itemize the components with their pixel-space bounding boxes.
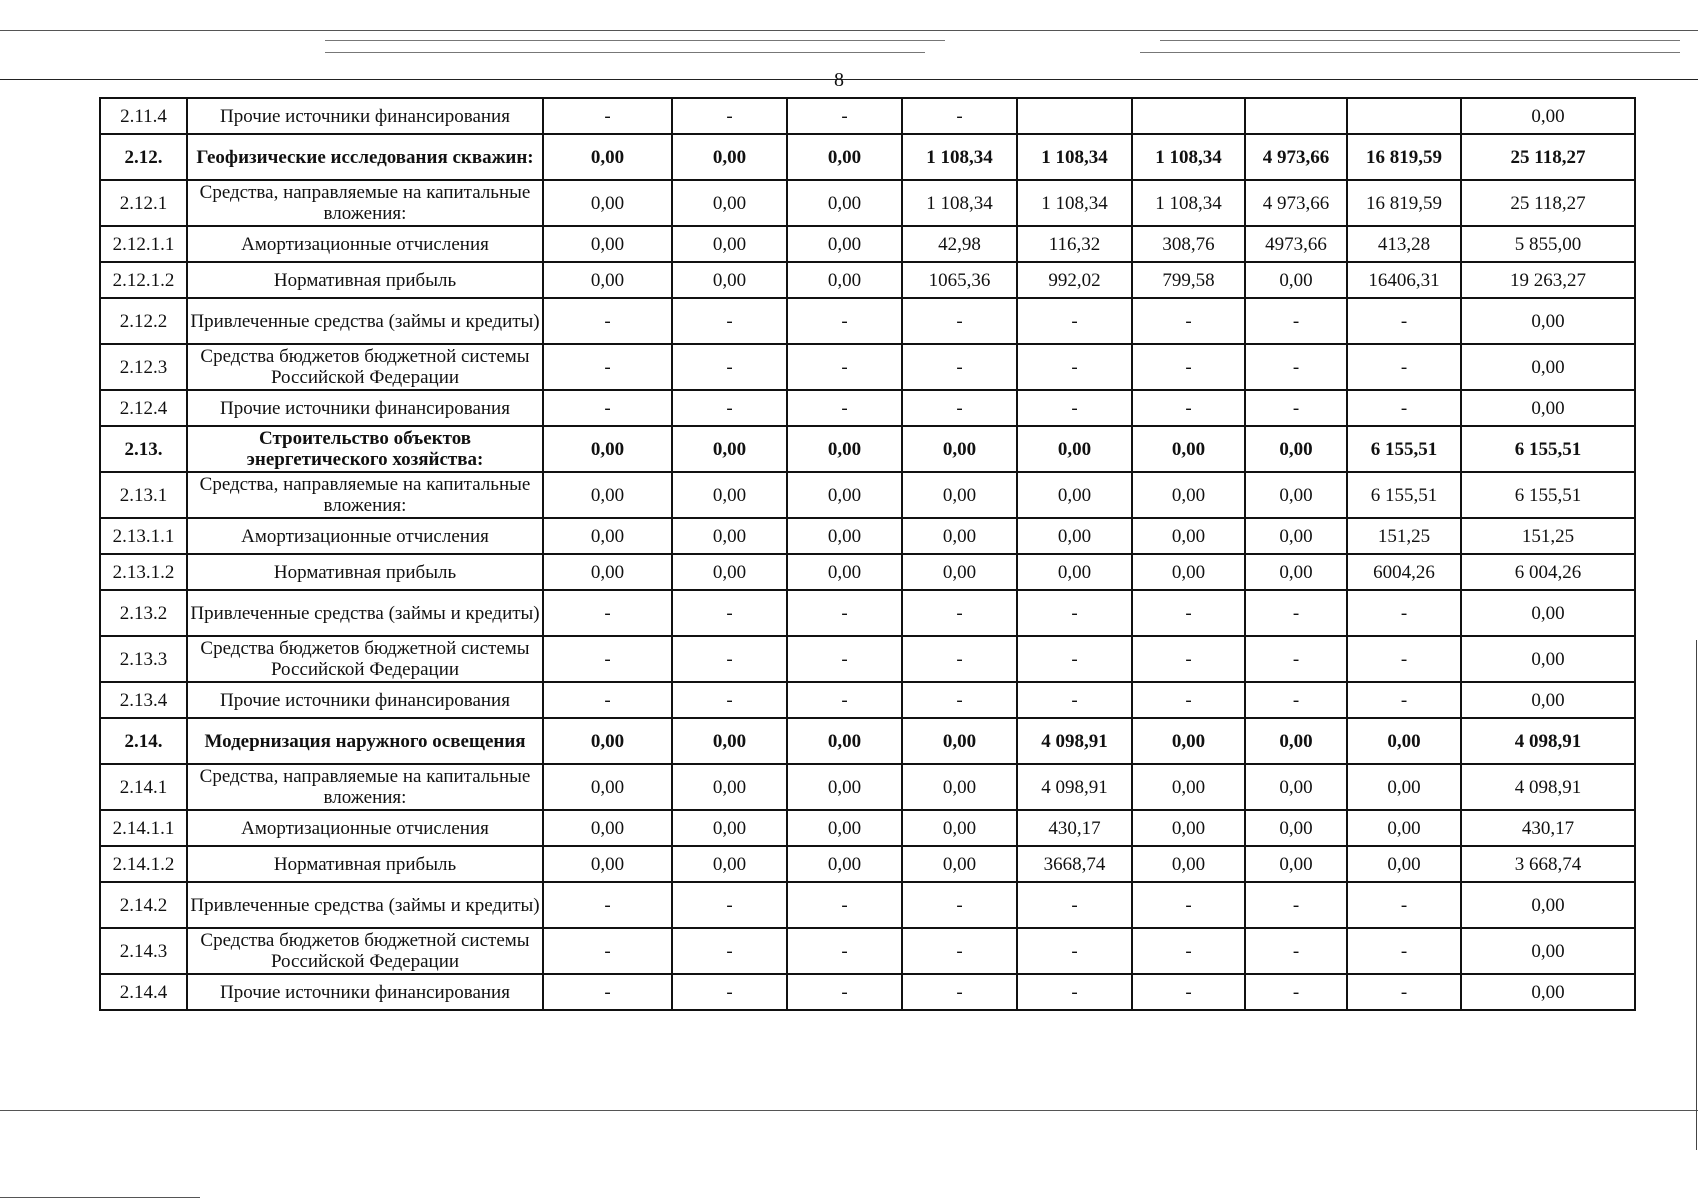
row-code: 2.14.3 (100, 928, 187, 974)
row-name: Привлеченные средства (займы и кредиты) (187, 882, 543, 928)
value-cell: - (1017, 298, 1132, 344)
value-cell: 0,00 (1461, 298, 1635, 344)
value-cell: - (1245, 682, 1347, 718)
value-cell: 0,00 (1245, 518, 1347, 554)
row-code: 2.13.1.2 (100, 554, 187, 590)
value-cell: 1 108,34 (1017, 134, 1132, 180)
value-cell: - (902, 882, 1017, 928)
value-cell: - (1132, 636, 1245, 682)
value-cell: 0,00 (1132, 426, 1245, 472)
value-cell: - (1017, 390, 1132, 426)
value-cell: 151,25 (1461, 518, 1635, 554)
value-cell: 1 108,34 (902, 134, 1017, 180)
row-name: Строительство объектов энергетического хозяйства: (187, 426, 543, 472)
row-code: 2.13.1.1 (100, 518, 187, 554)
table-row (100, 718, 1635, 764)
value-cell: 0,00 (1017, 554, 1132, 590)
value-cell: - (543, 974, 672, 1010)
value-cell: 0,00 (543, 180, 672, 226)
value-cell: 0,00 (902, 518, 1017, 554)
value-cell: 0,00 (902, 764, 1017, 810)
value-cell: 6 155,51 (1347, 426, 1461, 472)
value-cell: 19 263,27 (1461, 262, 1635, 298)
row-name: Прочие источники финансирования (187, 98, 543, 134)
value-cell: - (543, 390, 672, 426)
value-cell: 0,00 (1132, 554, 1245, 590)
row-name: Геофизические исследования скважин: (187, 134, 543, 180)
value-cell: - (787, 390, 902, 426)
row-name: Средства бюджетов бюджетной системы Российской Федерации (187, 928, 543, 974)
value-cell: - (1245, 636, 1347, 682)
value-cell: 0,00 (543, 472, 672, 518)
value-cell: - (1347, 682, 1461, 718)
row-code: 2.14.4 (100, 974, 187, 1010)
value-cell: - (672, 390, 787, 426)
value-cell: 0,00 (1245, 426, 1347, 472)
value-cell: 3668,74 (1017, 846, 1132, 882)
value-cell: 5 855,00 (1461, 226, 1635, 262)
value-cell: 0,00 (1461, 390, 1635, 426)
value-cell: - (1347, 390, 1461, 426)
row-name: Нормативная прибыль (187, 262, 543, 298)
scan-line-artifact (325, 52, 925, 53)
value-cell: - (1017, 590, 1132, 636)
row-code: 2.12.2 (100, 298, 187, 344)
row-code: 2.13.2 (100, 590, 187, 636)
row-name: Амортизационные отчисления (187, 810, 543, 846)
value-cell: 0,00 (543, 426, 672, 472)
value-cell: 0,00 (672, 554, 787, 590)
table-row (100, 226, 1635, 262)
table-row (100, 554, 1635, 590)
value-cell: 25 118,27 (1461, 180, 1635, 226)
table-row (100, 764, 1635, 810)
value-cell: - (1132, 928, 1245, 974)
value-cell: 0,00 (672, 180, 787, 226)
table-body (100, 98, 1635, 1010)
value-cell: 0,00 (672, 262, 787, 298)
row-code: 2.14. (100, 718, 187, 764)
financing-table (99, 97, 1636, 1011)
value-cell: 0,00 (787, 764, 902, 810)
value-cell: 0,00 (1017, 472, 1132, 518)
value-cell: 0,00 (1461, 928, 1635, 974)
right-edge-line (1696, 640, 1697, 1150)
value-cell: 4 973,66 (1245, 180, 1347, 226)
value-cell: - (543, 882, 672, 928)
value-cell: 0,00 (543, 518, 672, 554)
value-cell: 0,00 (787, 718, 902, 764)
value-cell: 25 118,27 (1461, 134, 1635, 180)
value-cell: - (1245, 590, 1347, 636)
scan-line-artifact (1140, 52, 1680, 53)
value-cell: - (672, 590, 787, 636)
table-row (100, 180, 1635, 226)
value-cell: - (902, 636, 1017, 682)
table-row (100, 590, 1635, 636)
value-cell: - (787, 344, 902, 390)
value-cell: - (902, 298, 1017, 344)
value-cell: 0,00 (1347, 846, 1461, 882)
value-cell: 0,00 (1017, 518, 1132, 554)
value-cell: 0,00 (1461, 974, 1635, 1010)
value-cell: - (672, 928, 787, 974)
row-name: Амортизационные отчисления (187, 226, 543, 262)
value-cell: - (902, 682, 1017, 718)
row-code: 2.13.4 (100, 682, 187, 718)
value-cell: - (1132, 974, 1245, 1010)
value-cell: 0,00 (787, 426, 902, 472)
value-cell: - (543, 98, 672, 134)
table-row (100, 882, 1635, 928)
value-cell: 0,00 (672, 718, 787, 764)
value-cell: - (902, 344, 1017, 390)
row-code: 2.13.1 (100, 472, 187, 518)
page-number: 8 (834, 69, 844, 91)
value-cell: 0,00 (1461, 682, 1635, 718)
value-cell: - (543, 298, 672, 344)
value-cell: 0,00 (672, 472, 787, 518)
value-cell (1347, 98, 1461, 134)
table-row (100, 390, 1635, 426)
row-name: Средства, направляемые на капитальные вложения: (187, 472, 543, 518)
row-code: 2.14.1 (100, 764, 187, 810)
value-cell: 0,00 (672, 764, 787, 810)
value-cell: 992,02 (1017, 262, 1132, 298)
value-cell: 799,58 (1132, 262, 1245, 298)
value-cell: - (902, 590, 1017, 636)
value-cell: - (787, 682, 902, 718)
value-cell: 0,00 (1245, 810, 1347, 846)
table-row (100, 682, 1635, 718)
value-cell: 6 155,51 (1461, 426, 1635, 472)
value-cell: - (787, 636, 902, 682)
value-cell: - (672, 974, 787, 1010)
table-row (100, 472, 1635, 518)
value-cell: 0,00 (1132, 846, 1245, 882)
table-row (100, 344, 1635, 390)
row-code: 2.12.1.2 (100, 262, 187, 298)
value-cell: 1065,36 (902, 262, 1017, 298)
row-name: Средства бюджетов бюджетной системы Российской Федерации (187, 636, 543, 682)
value-cell: - (1347, 974, 1461, 1010)
value-cell: 413,28 (1347, 226, 1461, 262)
value-cell: 0,00 (1245, 846, 1347, 882)
row-code: 2.12.3 (100, 344, 187, 390)
value-cell: 42,98 (902, 226, 1017, 262)
value-cell: - (543, 590, 672, 636)
value-cell: 1 108,34 (1132, 134, 1245, 180)
value-cell: 430,17 (1461, 810, 1635, 846)
table-row (100, 974, 1635, 1010)
value-cell: 0,00 (543, 718, 672, 764)
value-cell: - (1017, 344, 1132, 390)
row-code: 2.12.4 (100, 390, 187, 426)
value-cell: 3 668,74 (1461, 846, 1635, 882)
value-cell: - (1017, 636, 1132, 682)
value-cell: - (1347, 928, 1461, 974)
value-cell: - (787, 298, 902, 344)
value-cell: - (902, 928, 1017, 974)
row-name: Привлеченные средства (займы и кредиты) (187, 590, 543, 636)
value-cell: - (543, 928, 672, 974)
row-name: Амортизационные отчисления (187, 518, 543, 554)
row-code: 2.12.1.1 (100, 226, 187, 262)
value-cell: - (1132, 590, 1245, 636)
row-code: 2.14.2 (100, 882, 187, 928)
value-cell: 16406,31 (1347, 262, 1461, 298)
value-cell: 4 098,91 (1017, 718, 1132, 764)
value-cell: 0,00 (1245, 554, 1347, 590)
value-cell: 0,00 (1132, 810, 1245, 846)
value-cell: 1 108,34 (1132, 180, 1245, 226)
value-cell (1132, 98, 1245, 134)
row-name: Прочие источники финансирования (187, 682, 543, 718)
row-name: Модернизация наружного освещения (187, 718, 543, 764)
value-cell: 16 819,59 (1347, 134, 1461, 180)
value-cell: 16 819,59 (1347, 180, 1461, 226)
value-cell: - (787, 590, 902, 636)
value-cell: 0,00 (672, 810, 787, 846)
value-cell: - (787, 98, 902, 134)
value-cell: 0,00 (543, 764, 672, 810)
value-cell: 0,00 (543, 810, 672, 846)
value-cell: - (787, 882, 902, 928)
value-cell: 0,00 (787, 472, 902, 518)
value-cell: 0,00 (787, 134, 902, 180)
value-cell: 1 108,34 (902, 180, 1017, 226)
row-name: Средства, направляемые на капитальные вложения: (187, 764, 543, 810)
scan-line-artifact (1160, 40, 1680, 41)
value-cell: - (787, 928, 902, 974)
value-cell: 0,00 (1132, 472, 1245, 518)
value-cell: - (1132, 298, 1245, 344)
value-cell: 0,00 (902, 846, 1017, 882)
value-cell: - (672, 298, 787, 344)
value-cell: - (1017, 974, 1132, 1010)
value-cell: - (543, 682, 672, 718)
value-cell: 0,00 (1461, 590, 1635, 636)
value-cell: 6 155,51 (1461, 472, 1635, 518)
row-code: 2.14.1.1 (100, 810, 187, 846)
value-cell: 430,17 (1017, 810, 1132, 846)
value-cell: - (1347, 298, 1461, 344)
value-cell: 151,25 (1347, 518, 1461, 554)
value-cell: 0,00 (1245, 472, 1347, 518)
value-cell: - (1245, 390, 1347, 426)
value-cell: - (672, 98, 787, 134)
value-cell: 0,00 (1245, 262, 1347, 298)
value-cell: 0,00 (902, 426, 1017, 472)
value-cell: 0,00 (672, 846, 787, 882)
value-cell: - (1347, 882, 1461, 928)
value-cell: 1 108,34 (1017, 180, 1132, 226)
value-cell: 0,00 (543, 554, 672, 590)
value-cell: - (672, 682, 787, 718)
value-cell: 0,00 (1132, 518, 1245, 554)
footer-rule (0, 1110, 1698, 1111)
value-cell: - (1347, 636, 1461, 682)
row-code: 2.13. (100, 426, 187, 472)
value-cell: 0,00 (1017, 426, 1132, 472)
table-row (100, 518, 1635, 554)
value-cell: - (1132, 882, 1245, 928)
row-code: 2.13.3 (100, 636, 187, 682)
value-cell: - (902, 390, 1017, 426)
value-cell: - (1245, 882, 1347, 928)
value-cell: 116,32 (1017, 226, 1132, 262)
value-cell: - (902, 974, 1017, 1010)
value-cell: 0,00 (1461, 344, 1635, 390)
table-row (100, 636, 1635, 682)
value-cell: 0,00 (787, 554, 902, 590)
row-name: Средства, направляемые на капитальные вложения: (187, 180, 543, 226)
header-rule (0, 79, 1698, 80)
row-name: Прочие источники финансирования (187, 974, 543, 1010)
value-cell: 308,76 (1132, 226, 1245, 262)
value-cell: 0,00 (902, 554, 1017, 590)
row-code: 2.14.1.2 (100, 846, 187, 882)
value-cell: 0,00 (543, 262, 672, 298)
value-cell: - (1017, 682, 1132, 718)
value-cell: - (1245, 344, 1347, 390)
value-cell: 0,00 (672, 226, 787, 262)
value-cell: 0,00 (787, 846, 902, 882)
value-cell: 0,00 (1461, 636, 1635, 682)
row-code: 2.12.1 (100, 180, 187, 226)
value-cell: 4973,66 (1245, 226, 1347, 262)
row-name: Привлеченные средства (займы и кредиты) (187, 298, 543, 344)
table-row (100, 426, 1635, 472)
row-name: Нормативная прибыль (187, 554, 543, 590)
value-cell: 0,00 (902, 718, 1017, 764)
value-cell: 4 973,66 (1245, 134, 1347, 180)
value-cell: 0,00 (543, 226, 672, 262)
row-code: 2.12. (100, 134, 187, 180)
value-cell: - (787, 974, 902, 1010)
value-cell: 0,00 (787, 180, 902, 226)
value-cell: - (1017, 882, 1132, 928)
value-cell: - (1245, 974, 1347, 1010)
value-cell: 0,00 (1347, 718, 1461, 764)
value-cell: - (1245, 928, 1347, 974)
row-code: 2.11.4 (100, 98, 187, 134)
value-cell (1245, 98, 1347, 134)
value-cell: 4 098,91 (1461, 718, 1635, 764)
value-cell: 0,00 (672, 518, 787, 554)
value-cell: 0,00 (1461, 882, 1635, 928)
scan-line-artifact (325, 40, 945, 41)
value-cell: 0,00 (1132, 718, 1245, 764)
value-cell: - (672, 344, 787, 390)
table-row (100, 298, 1635, 344)
value-cell: 0,00 (1245, 718, 1347, 764)
value-cell: 0,00 (1461, 98, 1635, 134)
value-cell: 0,00 (1347, 810, 1461, 846)
value-cell: 0,00 (672, 134, 787, 180)
value-cell: 0,00 (1132, 764, 1245, 810)
value-cell: 0,00 (787, 262, 902, 298)
value-cell: 0,00 (543, 134, 672, 180)
value-cell: 0,00 (902, 810, 1017, 846)
value-cell: 0,00 (1347, 764, 1461, 810)
table-row (100, 262, 1635, 298)
value-cell: 0,00 (787, 226, 902, 262)
value-cell: 4 098,91 (1461, 764, 1635, 810)
value-cell: - (543, 636, 672, 682)
bottom-scan-line (0, 1197, 200, 1198)
value-cell: 4 098,91 (1017, 764, 1132, 810)
value-cell: - (1017, 928, 1132, 974)
value-cell: - (1347, 590, 1461, 636)
value-cell: - (543, 344, 672, 390)
value-cell: 6 155,51 (1347, 472, 1461, 518)
value-cell: - (1245, 298, 1347, 344)
value-cell: 0,00 (543, 846, 672, 882)
value-cell: - (672, 882, 787, 928)
value-cell: - (902, 98, 1017, 134)
row-name: Средства бюджетов бюджетной системы Российской Федерации (187, 344, 543, 390)
row-name: Нормативная прибыль (187, 846, 543, 882)
value-cell: - (1132, 390, 1245, 426)
value-cell: - (1132, 344, 1245, 390)
table-row (100, 810, 1635, 846)
value-cell: 0,00 (787, 518, 902, 554)
row-name: Прочие источники финансирования (187, 390, 543, 426)
value-cell (1017, 98, 1132, 134)
table-row (100, 134, 1635, 180)
value-cell: 6004,26 (1347, 554, 1461, 590)
table-row (100, 928, 1635, 974)
value-cell: 0,00 (672, 426, 787, 472)
value-cell: - (672, 636, 787, 682)
value-cell: 0,00 (1245, 764, 1347, 810)
top-border-rule (0, 30, 1698, 31)
table-row (100, 846, 1635, 882)
value-cell: 0,00 (902, 472, 1017, 518)
value-cell: - (1132, 682, 1245, 718)
value-cell: - (1347, 344, 1461, 390)
value-cell: 0,00 (787, 810, 902, 846)
value-cell: 6 004,26 (1461, 554, 1635, 590)
table-row (100, 98, 1635, 134)
